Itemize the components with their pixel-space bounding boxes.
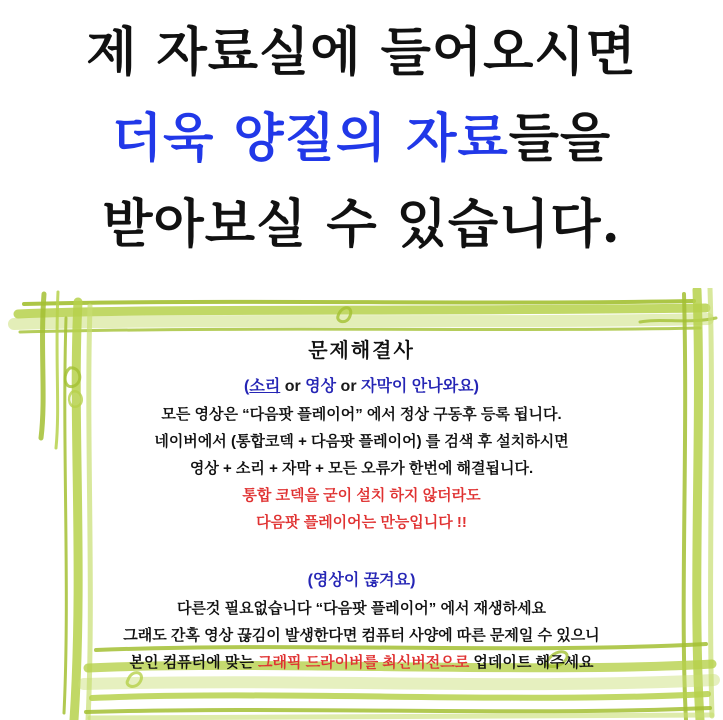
banner-line-1: 제 자료실에 들어오시면 [86,22,637,83]
banner-line-3: 받아보실 수 있습니다. [102,194,621,255]
s1-hdr-word-video: 영상 [305,378,337,395]
s1-hdr-or-2: or [336,378,361,395]
banner-line-2-highlight: 더욱 양질의 자료 [111,108,509,169]
s1-hdr-open-paren: ( [244,378,250,395]
section2-line-1: 다른것 필요없습니다 “다음팟 플레이어” 에서 재생하세요 [176,600,547,617]
section1-header [244,373,479,396]
banner-line-2-rest: 들을 [508,108,612,169]
s1-hdr-close-paren: ) [473,378,479,395]
notice-title: 문제해결사 [308,340,415,362]
section1-red-line-1: 통합 코덱을 굳이 설치 하지 않더라도 [242,487,481,504]
section2-line-3 [130,654,594,671]
section1-line-2: 네이버에서 (통합코덱 + 다음팟 플레이어) 를 검색 후 설치하시면 [154,433,569,450]
s1-hdr-word-sound: 소리 [249,378,281,395]
section2-header: (영상이 끊겨요) [307,572,416,589]
banner [0,0,723,290]
section1-line-1: 모든 영상은 “다음팟 플레이어” 에서 정상 구동후 등록 됩니다. [161,406,562,423]
notice-box [0,288,723,720]
s2-line3-red-segment: 그래픽 드라이버를 최신버전으로 [257,654,470,671]
s1-hdr-or-1: or [280,378,306,395]
section1-red-line-2: 다음팟 플레이어는 만능입니다 !! [256,514,467,531]
banner-line-2 [112,96,611,182]
section2-line-2: 그래도 간혹 영상 끊김이 발생한다면 컴퓨터 사양에 따른 문제일 수 있으니 [123,627,600,644]
section1-line-3: 영상 + 소리 + 자막 + 모든 오류가 한번에 해결됩니다. [189,460,534,477]
s1-hdr-word-subtitle: 자막이 안나와요 [360,378,474,395]
notice-content [100,334,623,681]
s2-line3-prefix: 본인 컴퓨터에 맞는 [129,654,258,671]
s2-line3-suffix: 업데이트 해주세요 [469,654,594,671]
